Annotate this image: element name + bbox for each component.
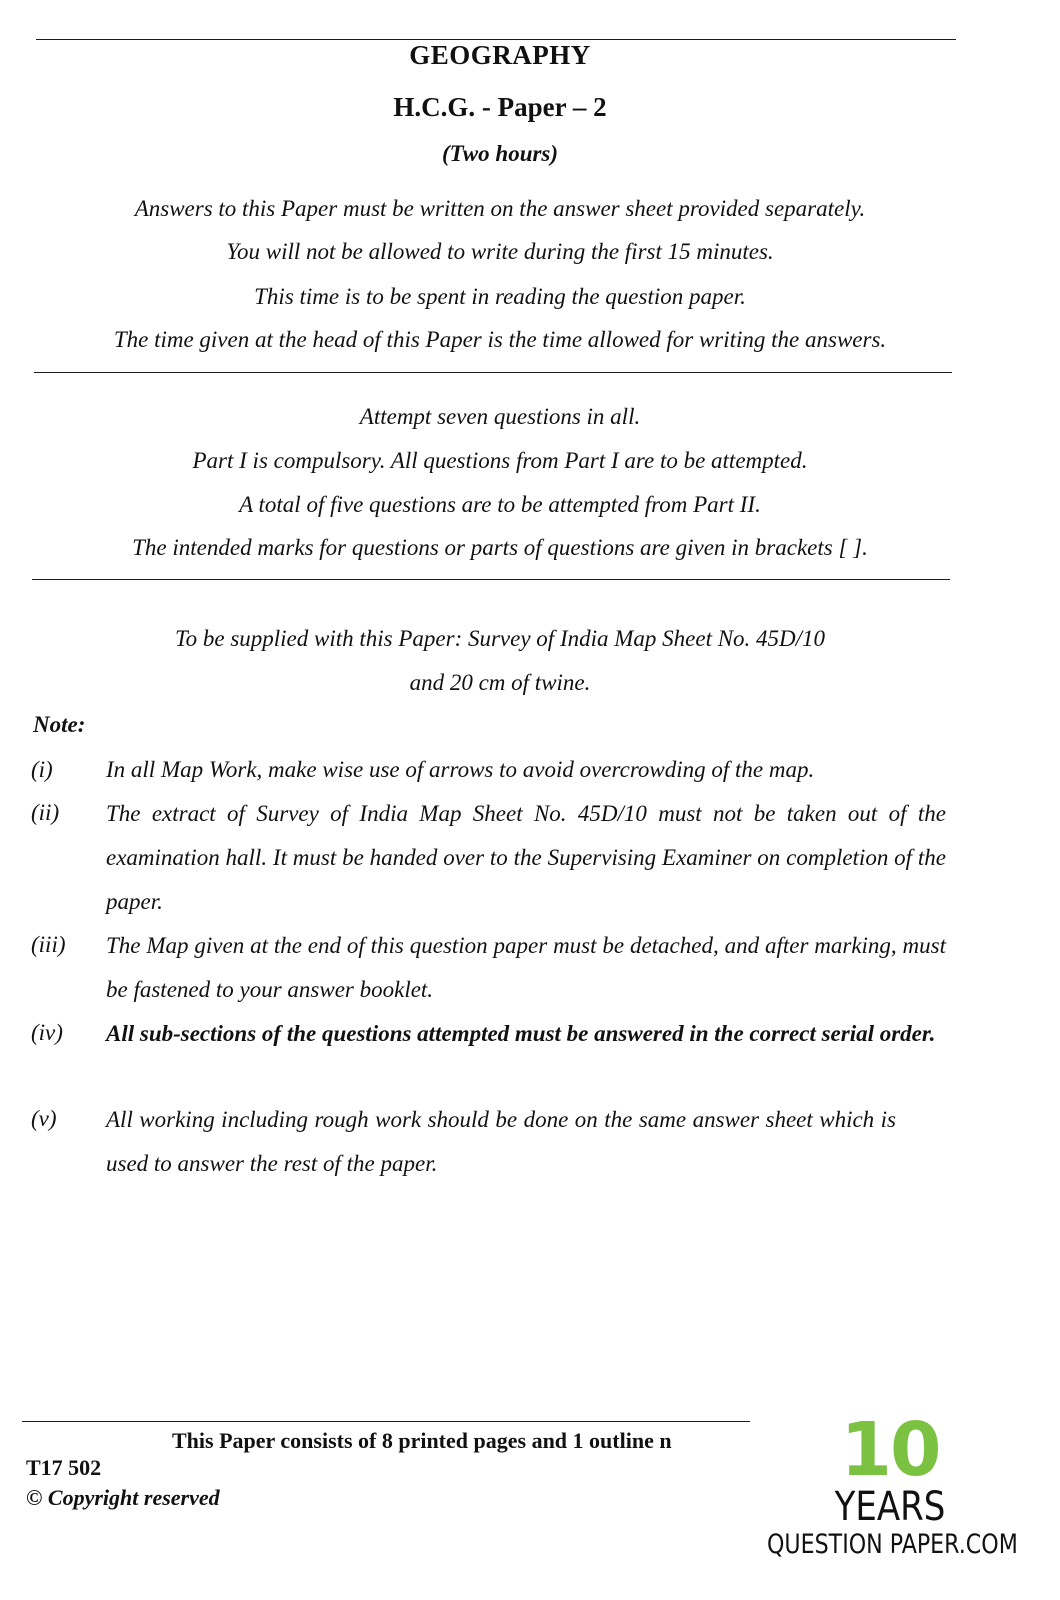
paper-code: T17 502	[26, 1455, 102, 1480]
attempt-line: A total of five questions are to be attempted from Part II.	[239, 492, 761, 517]
watermark-years: YEARS	[834, 1484, 946, 1530]
subject-title: GEOGRAPHY	[409, 40, 591, 70]
attempt-line: Attempt seven questions in all.	[359, 404, 641, 429]
watermark-logo	[740, 1407, 1040, 1561]
copyright-notice: © Copyright reserved	[26, 1485, 220, 1510]
note-number: (iii)	[31, 932, 66, 957]
section-rule	[32, 579, 950, 580]
note-text: In all Map Work, make wise use of arrows to avoid overcrowding of the map.	[106, 757, 815, 782]
note-text: All sub-sections of the questions attempted must be answered in the correct serial order.	[106, 1021, 936, 1046]
note-number: (i)	[31, 757, 53, 782]
note-label: Note:	[33, 712, 86, 737]
note-number: (v)	[31, 1106, 57, 1131]
instruction-line: You will not be allowed to write during the first 15 minutes.	[226, 239, 774, 264]
footer-rule	[22, 1421, 750, 1422]
instruction-line: Answers to this Paper must be written on the answer sheet provided separately.	[134, 196, 866, 221]
attempt-line: Part I is compulsory. All questions from Part I are to be attempted.	[192, 448, 808, 473]
note-text: All working including rough work should be done on the same answer sheet which is used to answer the rest of the paper.	[106, 1107, 896, 1176]
note-text: The extract of Survey of India Map Sheet No. 45D/10 must not be taken out of the examination hall. It must be handed over to the Supervising Examiner on completion of the paper.	[106, 801, 946, 914]
paper-title: H.C.G. - Paper – 2	[393, 92, 607, 122]
watermark-number: 10	[840, 1407, 940, 1493]
section-rule	[34, 372, 952, 373]
note-number: (ii)	[31, 800, 60, 825]
supplied-line: To be supplied with this Paper: Survey of India Map Sheet No. 45D/10	[174, 626, 826, 651]
duration: (Two hours)	[441, 141, 559, 166]
attempt-line: The intended marks for questions or parts of questions are given in brackets [ ].	[132, 535, 868, 560]
instruction-line: The time given at the head of this Paper is the time allowed for writing the answers.	[113, 327, 887, 352]
watermark-site: QUESTION PAPER.COM	[767, 1529, 1018, 1560]
note-number: (iv)	[31, 1020, 63, 1045]
instruction-line: This time is to be spent in reading the question paper.	[254, 284, 746, 309]
note-text: The Map given at the end of this question paper must be detached, and after marking, must be fastened to your answer booklet.	[106, 933, 946, 1002]
page-count-note: This Paper consists of 8 printed pages and 1 outline n	[172, 1428, 672, 1453]
supplied-line: and 20 cm of twine.	[409, 670, 591, 695]
